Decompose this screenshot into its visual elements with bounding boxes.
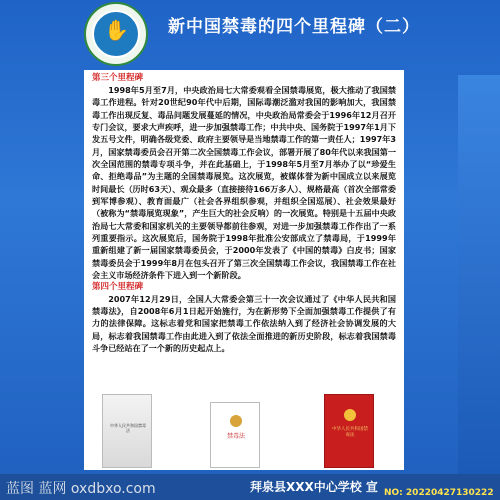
national-emblem-icon (344, 409, 356, 421)
section4-paragraph: 2007年12月29日，全国人大常委会第三十一次会议通过了《中华人民共和国禁毒法》，自2008年6月1日起开始施行，为在新形势下全面加强禁毒工作提供了有力的法律保障。这标志着党和国家把禁毒工作依法纳入到了经济社会协调发展的大局，标志着我国禁毒工作由此进入到了依法全面推进的新历史阶段，标志着我国禁毒斗争已经站在了一个新的历史起点上。 (92, 293, 396, 353)
national-emblem-icon (230, 415, 242, 427)
book-title-3: 中华人民共和国禁毒法 (332, 427, 368, 438)
header (0, 0, 500, 68)
anti-drug-emblem-icon (84, 2, 148, 66)
side-decoration (458, 75, 500, 475)
content-panel (84, 70, 404, 470)
book-cover-1 (102, 394, 152, 468)
section3-paragraph: 1998年5月至7月，中央政治局七大常委观看全国禁毒展览，极大推动了我国禁毒工作进程。针对20世纪90年代中后期，国际毒潮泛滥对我国的影响加大，我国禁毒工作出现反复、毒品问题发展蔓延的情况，中央政治局常委会于1996年12月召开专门会议，要求大声疾呼，进一步加强禁毒工作；中共中央、国务院于1997年1月下发五号文件，明确各级党委、政府主要领导是当地禁毒工作的第一责任人；1997年3月，国家禁毒委员会召开第二次全国禁毒工作会议，部署开展了80年代以来我国第一次全国范围的禁毒专项斗争，并在此基础上，于1998年5月至7月举办了以“珍爱生命、拒绝毒品”为主题的全国禁毒展览。这次展览，被媒体誉为新中国成立以来展览时间最长（历时63天）、观众最多（直接接待166万多人）、规格最高（首次全部常委到军博参观）、教育面最广（社会各界组织参观，并组织全国巡展）、社会效果最好（被称为“禁毒展览现象”，产生巨大的社会反响）的一次展览。特别是十五届中央政治局七大常委和国家机关的主要领导都前往参观，对进一步加强禁毒工作作出了一系列重要指示。这次展览后，国务院于1998年批准公安部成立了禁毒局，于1999年重新组建了新一届国家禁毒委员会，于2000年发表了《中国的禁毒》白皮书；国家禁毒委员会于1999年8月在包头召开了第三次全国禁毒工作会议，我国禁毒工作在社会主义市场经济条件下进入到一个新阶段。 (92, 85, 396, 281)
book-images (96, 388, 392, 468)
page-title: 新中国禁毒的四个里程碑（二） (168, 17, 420, 37)
watermark: 蓝图 蓝网 oxdbxo.com (6, 481, 156, 497)
book-cover-2 (210, 402, 260, 468)
book-title-2: 禁毒法 (226, 433, 245, 440)
section3-heading: 第三个里程碑 (92, 73, 144, 83)
section4-heading: 第四个里程碑 (92, 281, 144, 292)
footer (0, 474, 500, 500)
book-cover-3 (324, 394, 374, 468)
school-name: 拜泉县XXX中心学校 宣 (250, 480, 378, 494)
emblem-symbol: ✋ (104, 18, 129, 42)
poster-number: NO: 20220427130222 (384, 488, 494, 498)
book-title-1: 中华人民共和国禁毒法 (110, 423, 146, 433)
